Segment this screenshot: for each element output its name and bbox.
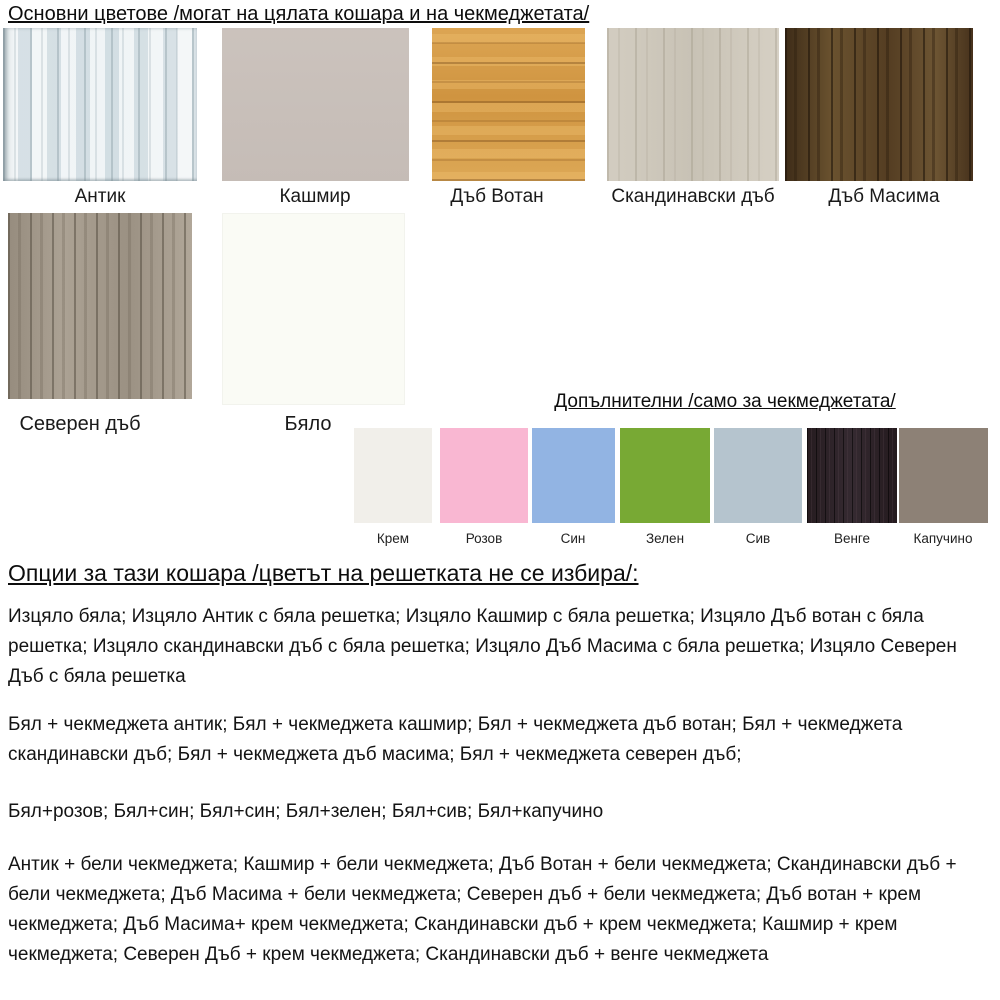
swatch-dab-masima[interactable] (785, 28, 973, 181)
chip-rozov-label: Розов (465, 531, 503, 546)
options-paragraph-wood-plus-drawers: Антик + бели чекмеджета; Кашмир + бели чекмеджета; Дъб Вотан + бели чекмеджета; Скандинавски дъб + бели чекмеджета; Дъб Масима + бели чекмеджета; Северен дъб + бели чекмеджета; Дъб вотан + крем чекмеджета; Дъб Масима+ крем чекмеджета; Скандинавски дъб + крем чекмеджета; Кашмир + крем чекмеджета; Северен Дъб + крем чекмеджета; Скандинавски дъб + венге чекмеджета (8, 854, 957, 965)
chip-siv[interactable] (714, 428, 802, 523)
chip-kapuchino[interactable] (899, 428, 988, 523)
swatch-dab-masima-label: Дъб Масима (828, 186, 940, 207)
swatch-antik-label: Антик (74, 186, 126, 207)
chip-krem-label: Крем (376, 531, 410, 546)
swatch-kashmir[interactable] (222, 28, 409, 181)
chip-sin[interactable] (532, 428, 615, 523)
options-heading: Опции за тази кошара /цветът на решетката не се избира/: (8, 560, 639, 586)
chip-sin-label: Син (560, 531, 586, 546)
chip-siv-label: Сив (745, 531, 771, 546)
swatch-severen-dab-label: Северен дъб (19, 413, 141, 435)
chip-zelen[interactable] (620, 428, 710, 523)
swatch-antik[interactable] (3, 28, 197, 181)
chip-krem[interactable] (354, 428, 432, 523)
options-paragraph-white-plus-wood-drawers: Бял + чекмеджета антик; Бял + чекмеджета кашмир; Бял + чекмеджета дъб вотан; Бял + чекмеджета скандинавски дъб; Бял + чекмеджета дъб масима; Бял + чекмеджета северен дъб; (8, 714, 903, 765)
options-paragraph-whole-color: Изцяло бяла; Изцяло Антик с бяла решетка; Изцяло Кашмир с бяла решетка; Изцяло Дъб вотан с бяла решетка; Изцяло скандинавски дъб с бяла решетка; Изцяло Дъб Масима с бяла решетка; Изцяло Северен Дъб с бяла решетка (8, 606, 957, 687)
additional-colors-title: Допълнителни /само за чекмеджетата/ (554, 391, 896, 412)
chip-venge-label: Венге (833, 531, 871, 546)
main-colors-title: Основни цветове /могат на цялата кошара и на чекмеджетата/ (8, 3, 590, 25)
swatch-kashmir-label: Кашмир (279, 186, 351, 207)
swatch-bialo[interactable] (222, 213, 405, 405)
options-paragraph-white-plus-color: Бял+розов; Бял+син; Бял+син; Бял+зелен; Бял+сив; Бял+капучино (8, 801, 604, 822)
chip-kapuchino-label: Капучино (913, 531, 973, 546)
swatch-bialo-label: Бяло (284, 413, 332, 435)
swatch-dab-votan[interactable] (432, 28, 585, 181)
chip-venge[interactable] (807, 428, 897, 523)
swatch-skandinavski-dab[interactable] (607, 28, 779, 181)
chip-rozov[interactable] (440, 428, 528, 523)
chip-zelen-label: Зелен (645, 531, 685, 546)
swatch-skandinavski-dab-label: Скандинавски дъб (611, 186, 775, 207)
swatch-severen-dab[interactable] (8, 213, 192, 399)
swatch-dab-votan-label: Дъб Вотан (450, 186, 544, 207)
